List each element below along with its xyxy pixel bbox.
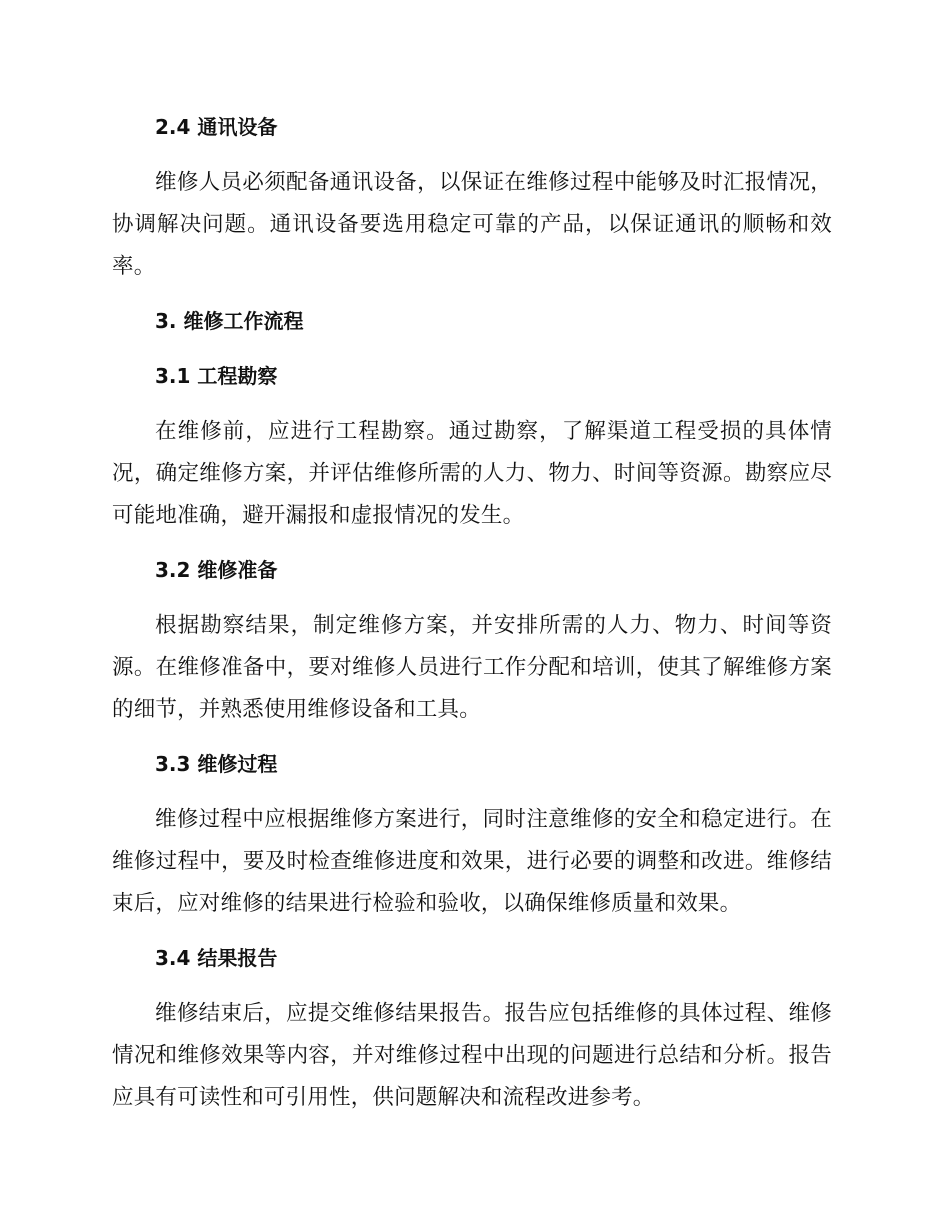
heading-3-2: 3.2 维修准备 <box>155 558 278 582</box>
heading-3-3: 3.3 维修过程 <box>155 752 278 776</box>
heading-2-4: 2.4 通讯设备 <box>155 115 278 139</box>
paragraph-3-4: 维修结束后，应提交维修结果报告。报告应包括维修的具体过程、维修情况和维修效果等内容，并对维修过程中出现的问题进行总结和分析。报告应具有可读性和可引用性，供问题解决和流程改进参考。 <box>112 1001 832 1110</box>
heading-3-4: 3.4 结果报告 <box>155 946 278 970</box>
paragraph-2-4: 维修人员必须配备通讯设备，以保证在维修过程中能够及时汇报情况，协调解决问题。通讯设备要选用稳定可靠的产品，以保证通讯的顺畅和效率。 <box>112 170 832 279</box>
paragraph-3-2: 根据勘察结果，制定维修方案，并安排所需的人力、物力、时间等资源。在维修准备中，要对维修人员进行工作分配和培训，使其了解维修方案的细节，并熟悉使用维修设备和工具。 <box>112 613 832 722</box>
paragraph-3-3: 维修过程中应根据维修方案进行，同时注意维修的安全和稳定进行。在维修过程中，要及时检查维修进度和效果，进行必要的调整和改进。维修结束后，应对维修的结果进行检验和验收，以确保维修质量和效果。 <box>112 807 832 916</box>
heading-3: 3. 维修工作流程 <box>155 309 304 333</box>
paragraph-3-1: 在维修前，应进行工程勘察。通过勘察，了解渠道工程受损的具体情况，确定维修方案，并评估维修所需的人力、物力、时间等资源。勘察应尽可能地准确，避开漏报和虚报情况的发生。 <box>112 419 832 528</box>
heading-3-1: 3.1 工程勘察 <box>155 364 278 388</box>
